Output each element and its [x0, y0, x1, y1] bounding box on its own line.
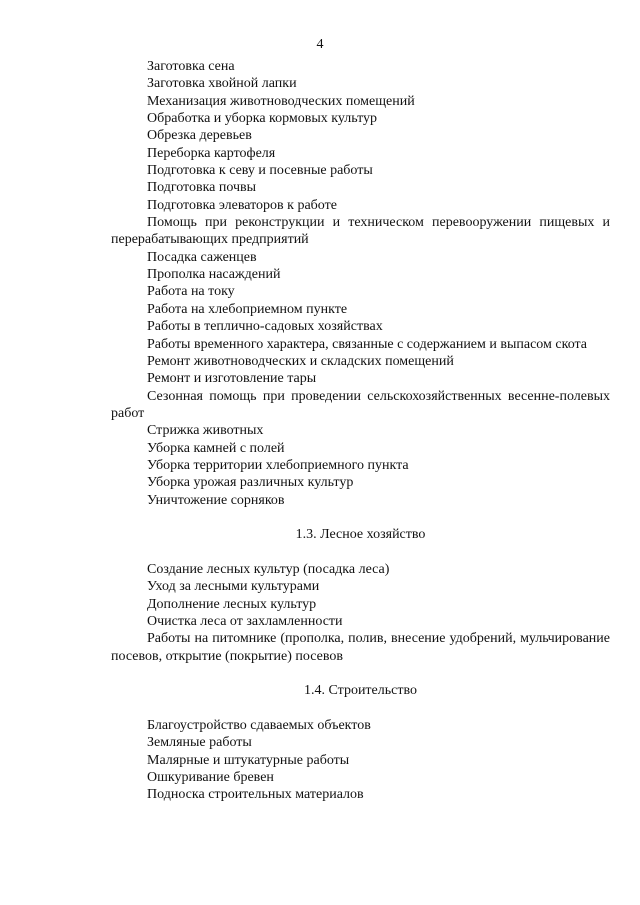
list-item: Уборка территории хлебоприемного пункта [147, 457, 409, 473]
list-item: Помощь при реконструкции и техническом перевооружении пищевых и перерабатывающих предприятий [111, 215, 610, 248]
document-body [111, 58, 610, 804]
list-item: Очистка леса от захламленности [147, 614, 343, 629]
list-item: Земляные работы [147, 735, 252, 751]
forestry-list [111, 561, 610, 665]
list-item: Подготовка элеваторов к работе [147, 197, 337, 213]
list-item: Дополнение лесных культур [147, 596, 317, 612]
list-item: Заготовка сена [147, 59, 235, 74]
list-item: Работа на хлебоприемном пункте [147, 301, 348, 317]
list-item: Работы в теплично-садовых хозяйствах [147, 319, 383, 335]
list-item: Механизация животноводческих помещений [147, 93, 415, 109]
list-item: Обработка и уборка кормовых культур [147, 111, 378, 127]
list-item: Заготовка хвойной лапки [147, 76, 297, 92]
list-item: Ремонт и изготовление тары [147, 371, 317, 387]
list-item: Обрезка деревьев [147, 128, 252, 144]
list-item: Ошкуривание бревен [147, 770, 274, 786]
construction-list [111, 717, 610, 804]
agriculture-list [111, 58, 610, 509]
list-item: Благоустройство сдаваемых объектов [147, 718, 371, 734]
list-item: Малярные и штукатурные работы [147, 752, 350, 768]
list-item: Переборка картофеля [147, 145, 276, 161]
list-item: Сезонная помощь при проведении сельскохозяйственных весенне-полевых работ [111, 388, 610, 421]
list-item: Уничтожение сорняков [147, 492, 285, 508]
list-item: Работы временного характера, связанные с содержанием и выпасом скота [147, 336, 588, 352]
list-item: Стрижка животных [147, 423, 264, 439]
list-item: Работы на питомнике (прополка, полив, внесение удобрений, мульчирование посевов, открытие (покрытие) посевов [111, 631, 610, 664]
list-item: Ремонт животноводческих и складских помещений [147, 353, 454, 369]
list-item: Создание лесных культур (посадка леса) [147, 561, 390, 577]
section-heading-forestry: 1.3. Лесное хозяйство [295, 527, 426, 543]
list-item: Подготовка к севу и посевные работы [147, 163, 373, 179]
list-item: Уход за лесными культурами [147, 579, 320, 595]
list-item: Подготовка почвы [147, 180, 257, 196]
section-heading-construction: 1.4. Строительство [304, 683, 417, 699]
list-item: Посадка саженцев [147, 249, 257, 265]
page-number: 4 [316, 37, 324, 52]
list-item: Прополка насаждений [147, 267, 281, 283]
list-item: Подноска строительных материалов [147, 787, 364, 803]
list-item: Работа на току [147, 284, 235, 300]
list-item: Уборка камней с полей [147, 440, 285, 456]
list-item: Уборка урожая различных культур [147, 475, 354, 491]
